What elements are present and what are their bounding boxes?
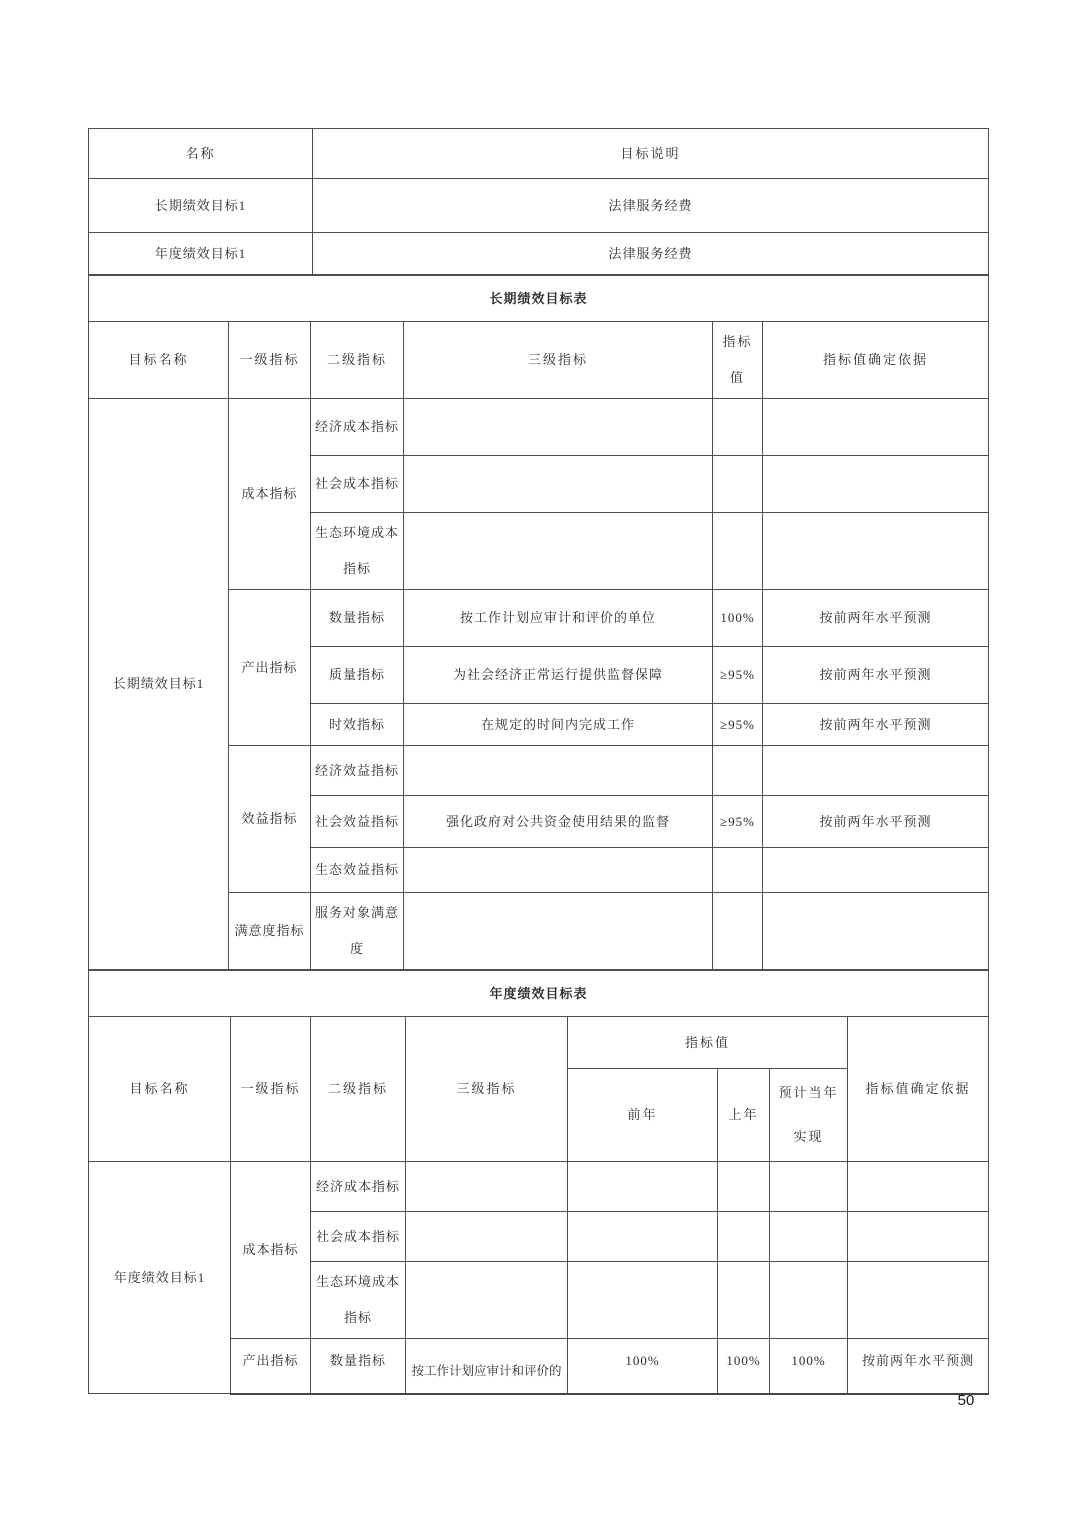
summary-longterm-name-cell: 长期绩效目标1 [89,179,313,233]
lt-basis-cell: 按前两年水平预测 [763,704,989,746]
an-header-level1-cell: 一级指标 [231,1017,311,1162]
an-level2-cell: 数量指标 [311,1339,406,1394]
lt-level2-cell: 数量指标 [311,590,404,647]
lt-level3-cell: 在规定的时间内完成工作 [404,704,713,746]
lt-value-cell [713,848,763,893]
lt-level3-cell [404,513,713,590]
lt-value-cell [713,513,763,590]
lt-level1-cell: 满意度指标 [229,893,311,970]
an-header-current-cell: 预计当年实现 [770,1069,848,1162]
annual-table-title: 年度绩效目标表 [89,971,989,1017]
an-header-level2-cell: 二级指标 [311,1017,406,1162]
lt-basis-cell: 按前两年水平预测 [763,647,989,704]
an-header-goal-cell: 目标名称 [89,1017,231,1162]
performance-goal-document [88,128,988,1395]
longterm-table-title: 长期绩效目标表 [89,276,989,322]
lt-level3-cell [404,848,713,893]
lt-basis-cell: 按前两年水平预测 [763,796,989,848]
annual-goal-table [88,970,989,1395]
lt-level2-cell: 服务对象满意度 [311,893,404,970]
lt-basis-cell: 按前两年水平预测 [763,590,989,647]
lt-basis-cell [763,746,989,796]
an-current-cell: 100% [770,1339,848,1394]
summary-annual-name-cell: 年度绩效目标1 [89,233,313,275]
lt-value-cell: 100% [713,590,763,647]
an-level2-cell: 经济成本指标 [311,1162,406,1212]
lt-goal-cell: 长期绩效目标1 [89,399,229,970]
summary-longterm-desc-cell: 法律服务经费 [313,179,989,233]
table-row [89,1162,989,1212]
lt-basis-cell [763,513,989,590]
lt-level2-cell: 质量指标 [311,647,404,704]
lt-value-cell [713,893,763,970]
lt-level2-cell: 生态环境成本指标 [311,513,404,590]
longterm-goal-table [88,275,989,970]
lt-level3-cell: 按工作计划应审计和评价的单位 [404,590,713,647]
an-header-prev2-cell: 前年 [568,1069,718,1162]
an-basis-cell [848,1262,989,1339]
an-prev2-cell: 100% [568,1339,718,1394]
lt-header-level3-cell: 三级指标 [404,322,713,399]
an-basis-cell: 按前两年水平预测 [848,1339,989,1394]
an-prev2-cell [568,1212,718,1262]
page-number: 50 [957,1392,975,1409]
lt-value-cell: ≥95% [713,647,763,704]
an-goal-cell: 年度绩效目标1 [89,1162,231,1394]
lt-header-level2-cell: 二级指标 [311,322,404,399]
lt-value-cell [713,746,763,796]
an-level2-cell: 生态环境成本指标 [311,1262,406,1339]
an-current-cell [770,1162,848,1212]
lt-level2-cell: 社会成本指标 [311,456,404,513]
an-basis-cell [848,1162,989,1212]
lt-value-cell [713,399,763,456]
lt-header-value-cell: 指标值 [713,322,763,399]
an-basis-cell [848,1212,989,1262]
an-current-cell [770,1262,848,1339]
lt-level3-cell [404,399,713,456]
summary-annual-desc-cell: 法律服务经费 [313,233,989,275]
lt-value-cell: ≥95% [713,796,763,848]
table-row [89,233,989,275]
lt-level2-cell: 社会效益指标 [311,796,404,848]
lt-value-cell [713,456,763,513]
an-prev2-cell [568,1162,718,1212]
lt-header-level1-cell: 一级指标 [229,322,311,399]
lt-value-cell: ≥95% [713,704,763,746]
lt-level3-cell [404,893,713,970]
an-prev1-cell [718,1262,770,1339]
lt-level2-cell: 生态效益指标 [311,848,404,893]
lt-header-goal-cell: 目标名称 [89,322,229,399]
lt-level2-cell: 经济成本指标 [311,399,404,456]
summary-header-name-cell: 名称 [89,129,313,179]
table-row [89,179,989,233]
an-prev2-cell [568,1262,718,1339]
lt-basis-cell [763,456,989,513]
an-prev1-cell [718,1212,770,1262]
an-header-level3-cell: 三级指标 [406,1017,568,1162]
an-level1-cell: 产出指标 [231,1339,311,1394]
an-level3-cell: 按工作计划应审计和评价的 [406,1339,568,1394]
summary-header-desc-cell: 目标说明 [313,129,989,179]
lt-basis-cell [763,893,989,970]
an-level2-cell: 社会成本指标 [311,1212,406,1262]
an-header-basis-cell: 指标值确定依据 [848,1017,989,1162]
an-prev1-cell [718,1162,770,1212]
lt-basis-cell [763,399,989,456]
an-level3-cell [406,1262,568,1339]
lt-level2-cell: 时效指标 [311,704,404,746]
lt-level3-cell [404,746,713,796]
lt-header-basis-cell: 指标值确定依据 [763,322,989,399]
an-current-cell [770,1212,848,1262]
goal-summary-table [88,128,989,275]
lt-level3-cell: 强化政府对公共资金使用结果的监督 [404,796,713,848]
an-header-prev1-cell: 上年 [718,1069,770,1162]
lt-basis-cell [763,848,989,893]
an-level3-cell [406,1212,568,1262]
an-level3-cell [406,1162,568,1212]
an-prev1-cell: 100% [718,1339,770,1394]
lt-level1-cell: 产出指标 [229,590,311,746]
table-row [89,399,989,456]
lt-level3-cell: 为社会经济正常运行提供监督保障 [404,647,713,704]
lt-level1-cell: 效益指标 [229,746,311,893]
an-header-value-group-cell: 指标值 [568,1017,848,1069]
an-level1-cell: 成本指标 [231,1162,311,1339]
lt-level3-cell [404,456,713,513]
lt-level2-cell: 经济效益指标 [311,746,404,796]
lt-level1-cell: 成本指标 [229,399,311,590]
